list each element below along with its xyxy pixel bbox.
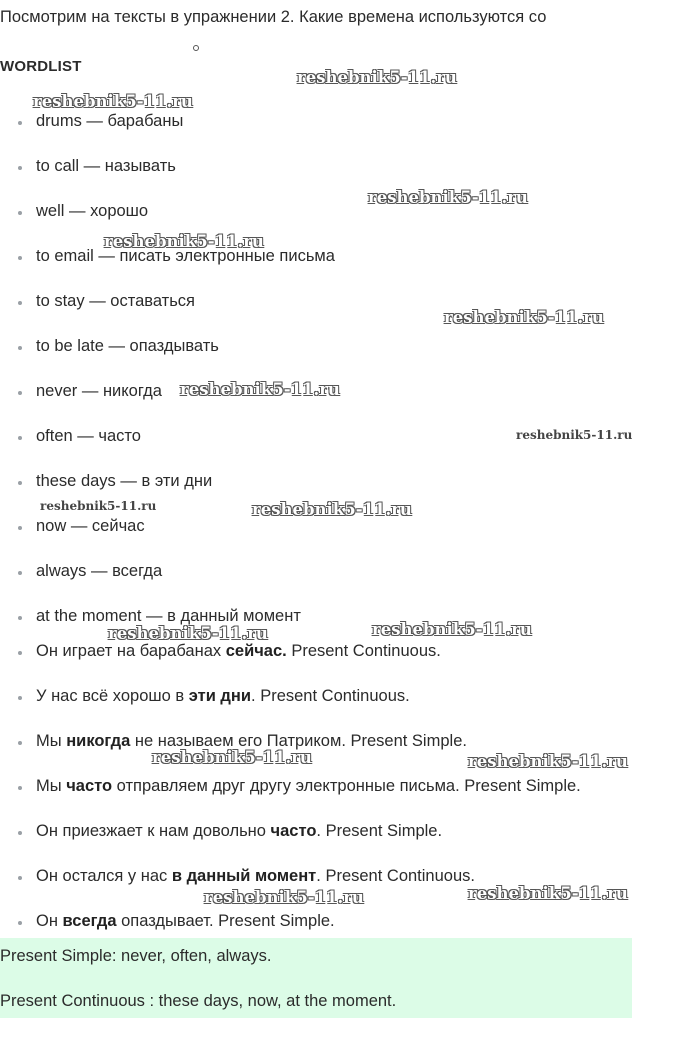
list-item: to call — называть (36, 157, 176, 175)
watermark: reshebnik5-11.ru (372, 620, 532, 639)
watermark: reshebnik5-11.ru (40, 499, 157, 513)
watermark: reshebnik5-11.ru (180, 380, 340, 399)
intro-text: Посмотрим на тексты в упражнении 2. Какие времена используются со (0, 8, 547, 26)
keyword: эти дни (188, 687, 252, 705)
list-item: now — сейчас (36, 517, 145, 535)
watermark: reshebnik5-11.ru (368, 188, 528, 207)
summary-simple: Present Simple: never, often, always. (0, 947, 272, 965)
watermark: reshebnik5-11.ru (104, 232, 264, 251)
list-item: to be late — опаздывать (36, 337, 219, 355)
watermark: reshebnik5-11.ru (297, 68, 457, 87)
list-item: always — всегда (36, 562, 163, 580)
watermark: reshebnik5-11.ru (108, 624, 268, 643)
list-item: to email — писать электронные письма (36, 247, 335, 265)
list-item: these days — в эти дни (36, 472, 213, 490)
sentence-item: Мы никогда не называем его Патриком. Present Simple. (36, 732, 467, 750)
list-item: at the moment — в данный момент (36, 607, 301, 625)
summary-box (0, 938, 632, 1018)
list-item: drums — барабаны (36, 112, 184, 130)
keyword: в данный момент (171, 867, 317, 885)
list-item: well — хорошо (36, 202, 149, 220)
watermark: reshebnik5-11.ru (252, 500, 412, 519)
watermark: reshebnik5-11.ru (516, 428, 633, 442)
sentence-item: Он играет на барабанах сейчас. Present Continuous. (36, 642, 441, 660)
list-item: never — никогда (36, 382, 162, 400)
sentence-item: У нас всё хорошо в эти дни. Present Continuous. (36, 687, 410, 705)
list-item: to stay — оставаться (36, 292, 195, 310)
sentence-item: Он остался у нас в данный момент. Present Continuous. (36, 867, 475, 885)
watermark: reshebnik5-11.ru (468, 752, 628, 771)
watermark: reshebnik5-11.ru (204, 888, 364, 907)
watermark: reshebnik5-11.ru (33, 92, 193, 111)
keyword: часто (270, 822, 317, 840)
wordlist-title: WORDLIST (0, 58, 82, 75)
cut-off-glyph (193, 45, 199, 51)
list-item: often — часто (36, 427, 141, 445)
watermark: reshebnik5-11.ru (468, 884, 628, 903)
keyword: сейчас. (225, 642, 287, 660)
keyword: всегда (62, 912, 117, 930)
keyword: никогда (66, 732, 131, 750)
sentence-item: Он всегда опаздывает. Present Simple. (36, 912, 335, 930)
summary-continuous: Present Continuous : these days, now, at the moment. (0, 992, 397, 1010)
sentence-item: Мы часто отправляем друг другу электронные письма. Present Simple. (36, 777, 581, 795)
watermark: reshebnik5-11.ru (444, 308, 604, 327)
keyword: часто (66, 777, 113, 795)
sentence-item: Он приезжает к нам довольно часто. Present Simple. (36, 822, 443, 840)
watermark: reshebnik5-11.ru (152, 748, 312, 767)
